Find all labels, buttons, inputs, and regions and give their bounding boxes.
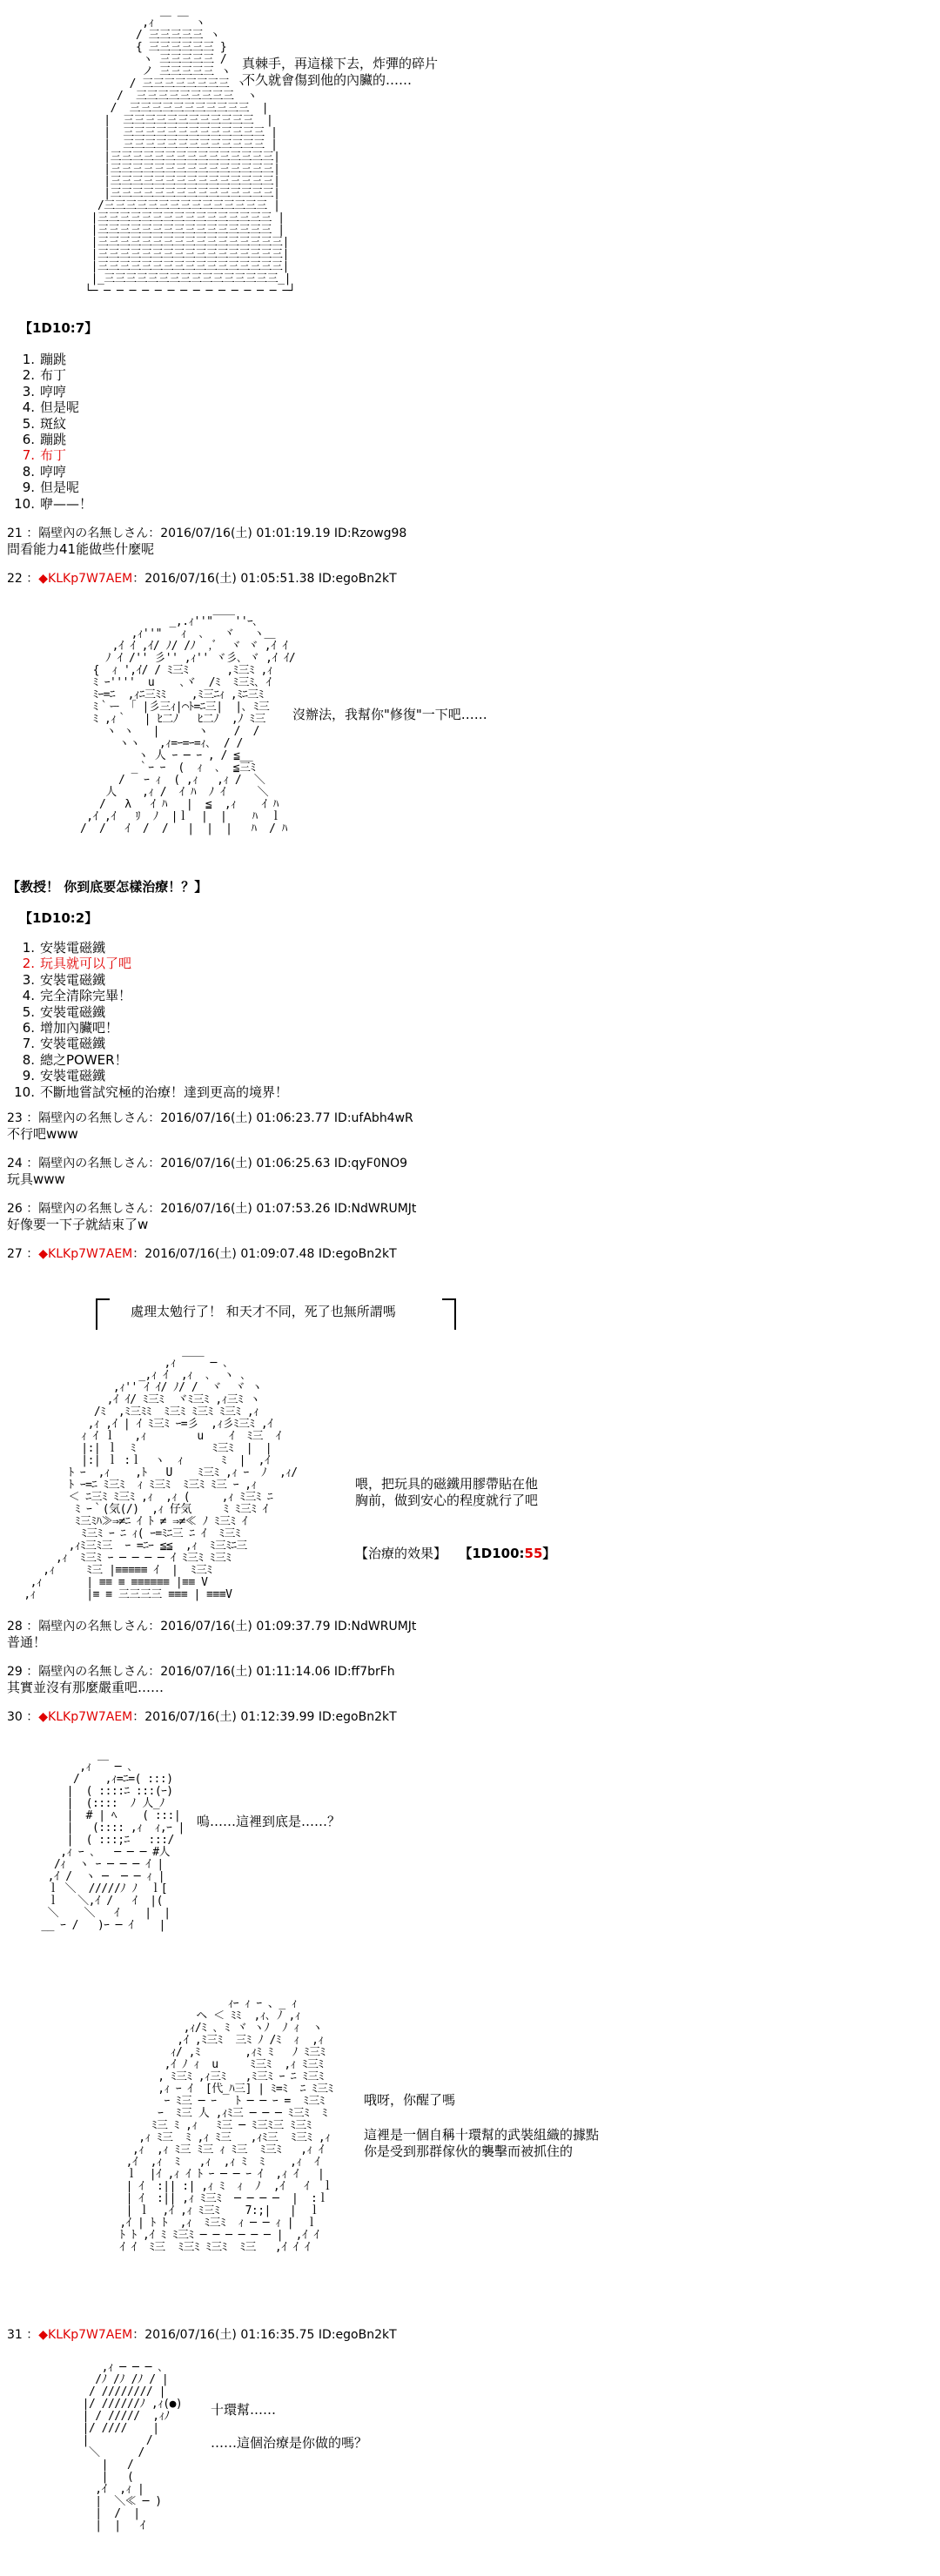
list-item: 10. 咿——！ — [14, 495, 93, 512]
ascii-art-man-2: ,ｨ ─ ─ ─ ､ /ﾉ /ﾉ /ﾉ / | / //////// | |/ //////ﾉ ,ｨ(●) | / ///// ,ｨﾉ |/ //// | | / ＼ / | / | ( ,ｲ ,ｨ | | ＼≪ ─ ) | / | | | ｲ — [82, 2361, 183, 2532]
dialogue-8a: 十環幫…… — [211, 2402, 277, 2418]
list-item: 8. 哼哼 — [22, 463, 67, 480]
roll-1-header: 【1D10:7】 — [19, 320, 98, 336]
post-29-header: 29 ：隔壁內の名無しさん：2016/07/16(土) 01:11:14.06 ID:ff7brFh — [7, 1665, 395, 1679]
effect-label: 【治療的效果】 — [355, 1546, 447, 1561]
ascii-art-professor-3: ｨｰ ｨ ｰ 、_ ｨ ヘ ＜ ﾐﾐ ,ｨ､ ﾉ ,ｨ ,ｨ/ﾐ ､ ﾐ ヾ ヽﾉ ﾉ ｨ ヽ ,ｲ ,ﾐ三ﾐ 三ﾐ ﾉ /ﾐ ｨ ,ｨ ｨ/ ,ﾐ ,ｨﾐ ﾐ ﾉ ﾐ三ﾐ ,ｲ ﾉ ｨ u ﾐ三ﾐ ,ｨ ﾐ三ﾐ , ﾐ三ﾐ ,ｨ三ﾐ ,ﾐ三ﾐ ｰ ﾆ ﾐ三ﾐ ,ｨ ｰ ｲ [代_ﾊ三] | ﾐ=ﾐ ﾆ ﾐ三ﾐ ｰ ﾐ三 ─ ｰ ﾄ ─ ─ ｰ = ﾐ三ﾐ ｰ ﾐ三 人 ,ｨﾐ三 ─ ─ ─ ﾐ三ﾐ ﾐ ﾐ三 ﾐ ,ｨ ﾐ三 ─ ﾐ三ﾐ三 ﾐ三ﾐ ,ｨ ﾐ三 ﾐ ,ｨ ﾐ三 ,ｨﾐ三 ﾐ三ﾐ ,ｨ ,ｨ ,ｨ ﾐ三 ﾐ三 ｨ ﾐ三 ﾐ三ﾐ ,ｨ ｲ ,ｲ ,ｨ ﾐ ,ｨ ,ｨ ﾐ ﾐ ,ｨ ｲ ｌ |ｲ ,ｨ ｲ ﾄ ｰ ─ ─ ｰ ｲ ,ｨ ｲ | | ｲ :|| :| ,ｨ ﾐ ｨ ﾉ ,ｲ ｲ ｌ | ｲ :|| ,ｨ ﾐ三ﾐ ─ ─ ─ ─ | :ｌ | ｌ ,ｲ ,ｨ ﾐ三ﾐ 7:;| | ｌ ,ｲ | ﾄ ﾄ ,ｨ ﾐ三ﾐ ｨ ─ ─ ｨ | ｌ ﾄ ﾄ ,ｲ ﾐ ﾐ三ﾐ ─ ─ ─ ─ ─ ─ | ,ｲ ｲ ｲ ｲ ﾐ三 ﾐ三ﾐ ﾐ三ﾐ ﾐ三 ,ｲ ｲ ｲ — [119, 1997, 333, 2254]
list-item: 4. 完全清除完畢！ — [22, 988, 132, 1004]
list-item: 8. 總之POWER！ — [22, 1051, 128, 1068]
list-item: 2. 布丁 — [22, 367, 67, 384]
list-item-selected: 7. 布丁 — [22, 447, 67, 464]
dialogue-2: 沒辦法，我幫你"修復"一下吧…… — [292, 707, 487, 722]
post-26-header: 26 ：隔壁內の名無しさん：2016/07/16(土) 01:07:53.26 ID:NdWRUMJt — [7, 1202, 417, 1216]
ascii-art-professor-2: ,ｨ ￣￣ ─ ､ _,ｨ ｲ ,ｨ ､ ヽ ､ ,ｨ'' ｲ ｲ/ ﾉ/ / ヾ ヾ ヽ ,ｲ ｲ/ ﾐ三ﾐ ヾﾐ三ﾐ ,ｨ三ﾐ ヽ /ﾐ ,ﾐ三ﾐﾐ ﾐ三ﾐ ﾐ三ﾐ ﾐ三ﾐ ,ｨ ,ｨ ,ｲ | ｲ ﾐ三ﾐ ｰ=彡 ,ｨ彡ﾐ三ﾐ ,ｲ ｨ ｲ ｌ ,ｨ u ｲ ﾐ三 ｲ |:| ｌ ﾐ ﾐ三ﾐ | | |:| ｌ :ｌ ヽ ｨ ﾐ | ,ｲ ﾄ ｰ ,ｨ ,ﾄ U ﾐ三ﾐ ,ｨ ｰ ﾉ ,ｨ/ ﾄ ｰ=ﾆ ﾐ三ﾐ ｨ ﾐ三ﾐ ﾐ三ﾐ ﾐ三 ｰ ,ｨ ＜ ﾆ三ﾐ ﾐ三ﾐ ,ｨ ,ｨ ( ,ｨ ﾐ三ﾐ ﾆ ﾐ ｰ｀(気(/) ,ｨ 仔気 ﾐ ﾐ三ﾐ ｲ ﾐ三ﾐﾊ≫⇒≠ﾆ ｲ ﾄ ≠ ⇒≠≪ ﾉ ﾐ三ﾐ ｲ ﾐ三ﾐ ｰ ﾆ ｨ( ｰ=ﾐﾆ三 ﾆ ｲ ﾐ三ﾐ ,ｨﾐ三ﾐ三 ｰ =ﾆｰ ≦≦ ,ｨ ﾐ三ﾐﾆ三 ,ｨ ﾐ三ﾐ ｰ ─ ─ ─ ─ ｲ ﾐ三ﾐ ﾐ三ﾐ ,ｨ ﾐ三 |≡≡≡≡≡ ｲ | ﾐ三ﾐ ,ｨ | ≡≡ ≡ ≡≡≡≡≡≡ |≡≡ V ,ｨ |≡ ≡ 三三三三 ≡≡≡ | ≡≡≡V — [24, 1357, 298, 1601]
dialogue-4: 喂，把玩具的磁鐵用膠帶貼在他 胸前，做到安心的程度就行了吧 — [355, 1476, 539, 1508]
list-item: 1. 蹦跳 — [22, 352, 67, 367]
post-29-body: 其實並沒有那麼嚴重吧…… — [7, 1680, 164, 1695]
ascii-art-wounded-man: ,ｨ ￣ ─ ､ / ,ｨ=ﾆ=( :::) | ( ::::ﾆ :::(ｰ) | (:::: ﾉ 人_ﾉ | # | ﾍ ( :::| | (:::: ,ｨ ｨ,ｰ | | ( :::;ﾆ :::/ ,ｨ ｰ ､ ─ ─ ─ #人 /ｨ ヽ ｰ ─ ─ ─ ｲ | ,ｲ / ヽ ─ ─ ─ ｨ | ｌ ＼ /////ﾉ ﾉ ｌ[ ｌ ＼,ｲ / ｲ |( ＼ ＼ ｲ | | __ ｰ / )ｰ ─ ｲ | — [41, 1761, 185, 1932]
dialogue-6: 哦呀，你醒了嗎 — [364, 2092, 456, 2108]
post-21-body: 問看能力41能做些什麼呢 — [7, 541, 155, 557]
ascii-art-professor: _,.ｨ''"￣￣''ｰ､ ,ｨ''" ｨ ､ ヾ ヽ＿ ,ｲ ｲ ,ｲ/ ﾉ/ /ﾉ ,ﾞ ヾ ヾ ,ｲ ｲ ﾉ ｲ /'' 彡'' ,ｨ'' ヾ彡､ ヾ ,ｲ ｲ/ { ｨ ',ｲ/ / ﾐ三ﾐ ,ﾐ三ﾐ ,ｨ ﾐ ｰ'''' u ､ヾ /ﾐ ﾐ三ﾐ､ ｲ ﾐｰ=ﾆ ,ｨﾆ三ﾐﾐ ,ﾐ三ﾆｨ ,ﾐﾆ三ﾐ ﾐ｀ー 「 |彡三ｨ|⌒ﾄ=ﾆ三| |､ ﾐ三 ﾐ ,ｨ｀ | ﾋ二ﾉ ﾋ二ﾉ ,ﾉ ﾐ三 ヽ ヽ | ヽ / / ヽヽ ,ｨ=ｰ=ｰ=ｨ､ / / ヽ 人 ｰ ─ ｰ , / ≦__ _｀ｰ ｰ ( ｨ ､ ≦三ﾐ / ｰ ｨ ( ,ｨ ,ｨ / ＼ 人 ,ｨ / ｲ ﾊ ﾉ ｲ ＼ / λ ｲ ﾊ | ≦ ,ｨ ｲ ﾊ ,ｲ ,ｲ ﾘ ﾉ |ｌ | | ﾊ ｌ / / ｲ / / | | | ﾊ / ﾊ — [79, 615, 296, 835]
list-item: 7. 安裝電磁鐵 — [22, 1036, 106, 1052]
list-item-selected: 2. 玩具就可以了吧 — [22, 956, 132, 972]
list-item: 6. 蹦跳 — [22, 432, 67, 448]
list-item: 5. 安裝電磁鐵 — [22, 1003, 106, 1020]
tripcode: ◆KLKp7W7AEM — [38, 2328, 133, 2342]
post-28-header: 28 ：隔壁內の名無しさん：2016/07/16(土) 01:09:37.79 ID:NdWRUMJt — [7, 1620, 417, 1633]
dialogue-1: 真棘手，再這樣下去，炸彈的碎片 不久就會傷到他的內臟的…… — [242, 56, 439, 88]
list-item: 10. 不斷地嘗試究極的治療！達到更高的境界！ — [14, 1083, 289, 1100]
dialogue-7: 這裡是一個自稱十環幫的武裝組織的據點 你是受到那群傢伙的襲擊而被抓住的 — [364, 2127, 600, 2159]
post-30-header: 30 ：◆KLKp7W7AEM：2016/07/16(土) 01:12:39.99 ID:egoBn2kT — [7, 1710, 397, 1724]
post-22-header: 22 ：◆KLKp7W7AEM：2016/07/16(土) 01:05:51.38 ID:egoBn2kT — [7, 572, 397, 586]
treatment-effect — [355, 1546, 555, 1562]
dialogue-8b: ……這個治療是你做的嗎？ — [211, 2435, 368, 2451]
post-21-header: 21 ：隔壁內の名無しさん：2016/07/16(土) 01:01:19.19 ID:Rzowg98 — [7, 527, 407, 540]
post-24-body: 玩具www — [7, 1171, 65, 1187]
post-26-body: 好像要一下子就結束了w — [7, 1217, 149, 1232]
list-item: 6. 增加內臟吧！ — [22, 1020, 119, 1036]
dialogue-box-3: 處理太勉行了！ 和天才不同，死了也無所謂嗎 — [131, 1304, 396, 1319]
post-27-header: 27 ：◆KLKp7W7AEM：2016/07/16(土) 01:09:07.48 ID:egoBn2kT — [7, 1247, 397, 1261]
roll-2-list — [10, 940, 288, 1100]
post-31-header: 31 ：◆KLKp7W7AEM：2016/07/16(土) 01:16:35.75 ID:egoBn2kT — [7, 2328, 397, 2342]
list-item: 3. 哼哼 — [22, 383, 67, 399]
post-23-body: 不行吧www — [7, 1126, 78, 1142]
list-item: 9. 安裝電磁鐵 — [22, 1068, 106, 1084]
ascii-art-figure-1: ,ｨ ￣ ￣ ヽ / 三三三三三 ヽ { 三三三三三三 } ヽ 三三三三三 / ノ 三三三三三 ヽ / 三三三三三三三三 ヽ / 三三三三三三三三三 ヽ / 三三三三三三三三三三三 | | 三三三三三三三三三三三三 | | 三三三三三三三三三三三三三 | | 三三三三三三三三三三三三三 | |三三三三三三三三三三三三三三三| |三三三三三三三三三三三三三三三| |三三三三三三三三三三三三三三三| |三三三三三三三三三三三三三三三| /三三三三三三三三三三三三三三三 | |三三三三三三三三三三三三三三三三 | |三三三三三三三三三三三三三三三三 | |三三三三三三三三三三三三三三三三三| |三三三三三三三三三三三三三三三三三| |三三三三三三三三三三三三三三三三三| |_三三三三三三三三三三三三三三三三_| └─ ─ ─ ─ ─ ─ ─ ─ ─ ─ ─ ─ ─ ─ ─ ─┘ — [84, 17, 296, 298]
tripcode: ◆KLKp7W7AEM — [38, 1247, 133, 1261]
post-24-header: 24 ：隔壁內の名無しさん：2016/07/16(土) 01:06:25.63 ID:qyF0NO9 — [7, 1157, 408, 1171]
tripcode: ◆KLKp7W7AEM — [38, 1710, 133, 1724]
effect-roll: 【1D100:55】 — [459, 1546, 556, 1561]
list-item: 9. 但是呢 — [22, 480, 80, 496]
list-item: 3. 安裝電磁鐵 — [22, 971, 106, 988]
dialogue-5: 嗚……這裡到底是……？ — [197, 1814, 341, 1829]
list-item: 5. 斑紋 — [22, 415, 67, 432]
tripcode: ◆KLKp7W7AEM — [38, 572, 133, 586]
question-line: 【教授！ 你到底要怎樣治療！？】 — [7, 879, 208, 895]
roll-2-header: 【1D10:2】 — [19, 910, 98, 926]
post-23-header: 23 ：隔壁內の名無しさん：2016/07/16(土) 01:06:23.77 ID:ufAbh4wR — [7, 1111, 413, 1125]
roll-1-list — [10, 352, 92, 512]
list-item: 1. 安裝電磁鐵 — [22, 940, 106, 956]
bracket-left — [96, 1298, 110, 1330]
post-28-body: 普通！ — [7, 1634, 47, 1650]
list-item: 4. 但是呢 — [22, 399, 80, 416]
bracket-right — [442, 1298, 456, 1330]
